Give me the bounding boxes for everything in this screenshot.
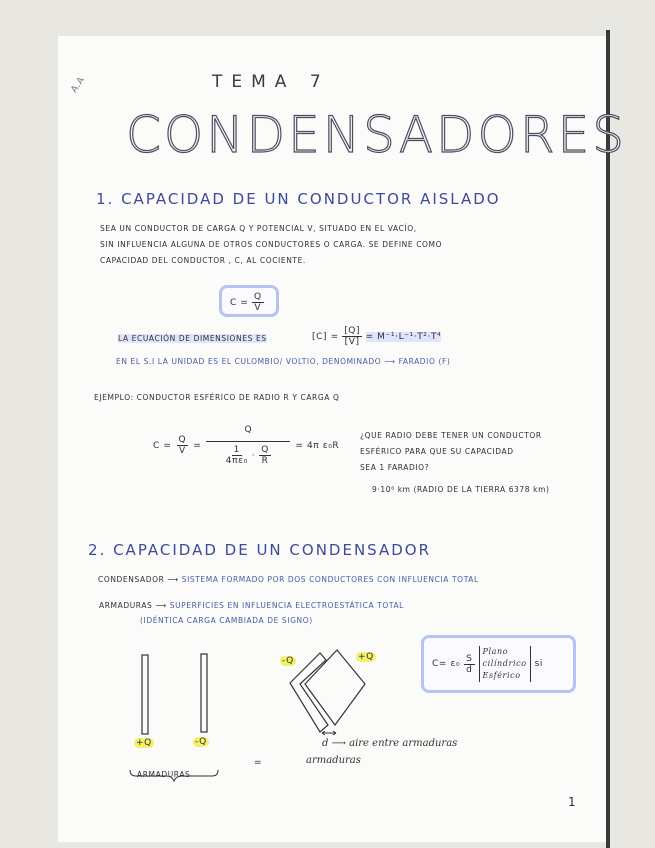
section-1-heading: 1. CAPACIDAD DE UN CONDUCTOR AISLADO — [96, 190, 501, 208]
corner-mark: A.A — [69, 75, 88, 95]
plate-negative — [201, 654, 207, 732]
condenser-formula-box — [421, 635, 576, 693]
negative-charge-label — [193, 737, 209, 747]
negative-charge-label-2 — [280, 656, 296, 666]
armaduras-script: armaduras — [306, 755, 361, 766]
page-number: 1 — [568, 795, 577, 809]
positive-charge-label-2 — [356, 652, 376, 662]
denominator: V — [254, 303, 262, 313]
plus-q: +Q — [136, 738, 152, 748]
minus-q: -Q — [195, 737, 207, 747]
ex-lhs: C = — [153, 440, 172, 451]
dim-rhs: = M⁻¹·L⁻¹·T²·T⁴ — [365, 332, 442, 342]
question-line: ¿QUE RADIO DEBE TENER UN CONDUCTOR — [360, 431, 542, 440]
definition: SISTEMA FORMADO POR DOS CONDUCTORES CON INFLUENCIA TOTAL — [181, 575, 479, 584]
question-line: SEA 1 FARADIO? — [360, 463, 430, 472]
answer: 9·10⁶ km (RADIO DE LA TIERRA 6378 km) — [372, 485, 550, 494]
distance-arrow-icon — [322, 731, 336, 735]
case: Esférico — [482, 671, 521, 680]
numerator: Q — [253, 292, 262, 302]
denominator: V — [178, 446, 186, 456]
numerator: Q — [178, 435, 187, 445]
d: d — [322, 738, 329, 749]
definition-note: (IDÉNTICA CARGA CAMBIADA DE SIGNO) — [140, 616, 313, 625]
positive-charge-label — [134, 738, 154, 748]
minus-q: -Q — [282, 656, 294, 666]
numerator: Q — [206, 425, 290, 442]
numerator: [Q] — [344, 326, 361, 336]
page-title: CONDENSADORES — [126, 106, 627, 164]
big-fraction: Q $\frac{1}{\text{4πε₀}}$ · $\frac{Q}{R}$ — [206, 425, 290, 466]
si: si — [534, 659, 543, 669]
case: cilíndrico — [482, 659, 527, 668]
denominator: [V] — [344, 337, 360, 347]
numerator: 1 — [233, 445, 240, 455]
dimension-label-text: LA ECUACIÓN DE DIMENSIONES ES — [118, 334, 267, 343]
numerator: Q — [261, 445, 269, 455]
armaduras-label: ARMADURAS — [137, 770, 191, 779]
text-line: SEA UN CONDUCTOR DE CARGA Q Y POTENCIAL V, SITUADO EN EL VACÍO, — [100, 224, 417, 233]
distance-label — [322, 738, 457, 749]
denominator: R — [261, 456, 269, 466]
question-line: ESFÉRICO PARA QUE SU CAPACIDAD — [360, 447, 514, 456]
formula-lhs: C= ε₀ — [432, 659, 461, 669]
geometry-cases — [479, 646, 531, 682]
example-label: EJEMPLO: CONDUCTOR ESFÉRICO DE RADIO R Y CARGA Q — [94, 393, 340, 402]
si-unit-line: EN EL S.I LA UNIDAD ES EL CULOMBIO/ VOLTIO, DENOMINADO ⟶ FARADIO (F) — [116, 357, 451, 366]
denominator: 4πε₀ — [225, 456, 248, 466]
formula-lhs: C = — [230, 298, 249, 308]
section-2-heading: 2. CAPACIDAD DE UN CONDENSADOR — [88, 541, 432, 559]
equals-sign: = — [254, 758, 263, 768]
ex-rhs: = 4π ε₀R — [295, 440, 340, 451]
denominator: d — [466, 664, 473, 675]
plus-q: +Q — [358, 652, 374, 662]
equals: = — [193, 440, 202, 451]
dim-lhs: [C] = — [312, 332, 339, 342]
definition: SUPERFICIES EN INFLUENCIA ELECTROESTÁTICA TOTAL — [169, 601, 404, 610]
term: CONDENSADOR ⟶ — [98, 575, 179, 584]
text-line: SIN INFLUENCIA ALGUNA DE OTROS CONDUCTORES O CARGA. SE DEFINE COMO — [100, 240, 443, 249]
plate-positive — [142, 655, 148, 734]
term: ARMADURAS ⟶ — [99, 601, 167, 610]
numerator: S — [466, 653, 473, 664]
case: Plano — [482, 647, 509, 656]
topic-number: TEMA 7 — [212, 72, 330, 92]
d-description: ⟶ aire entre armaduras — [331, 738, 458, 749]
text-line: CAPACIDAD DEL CONDUCTOR , C, AL COCIENTE. — [100, 256, 306, 265]
